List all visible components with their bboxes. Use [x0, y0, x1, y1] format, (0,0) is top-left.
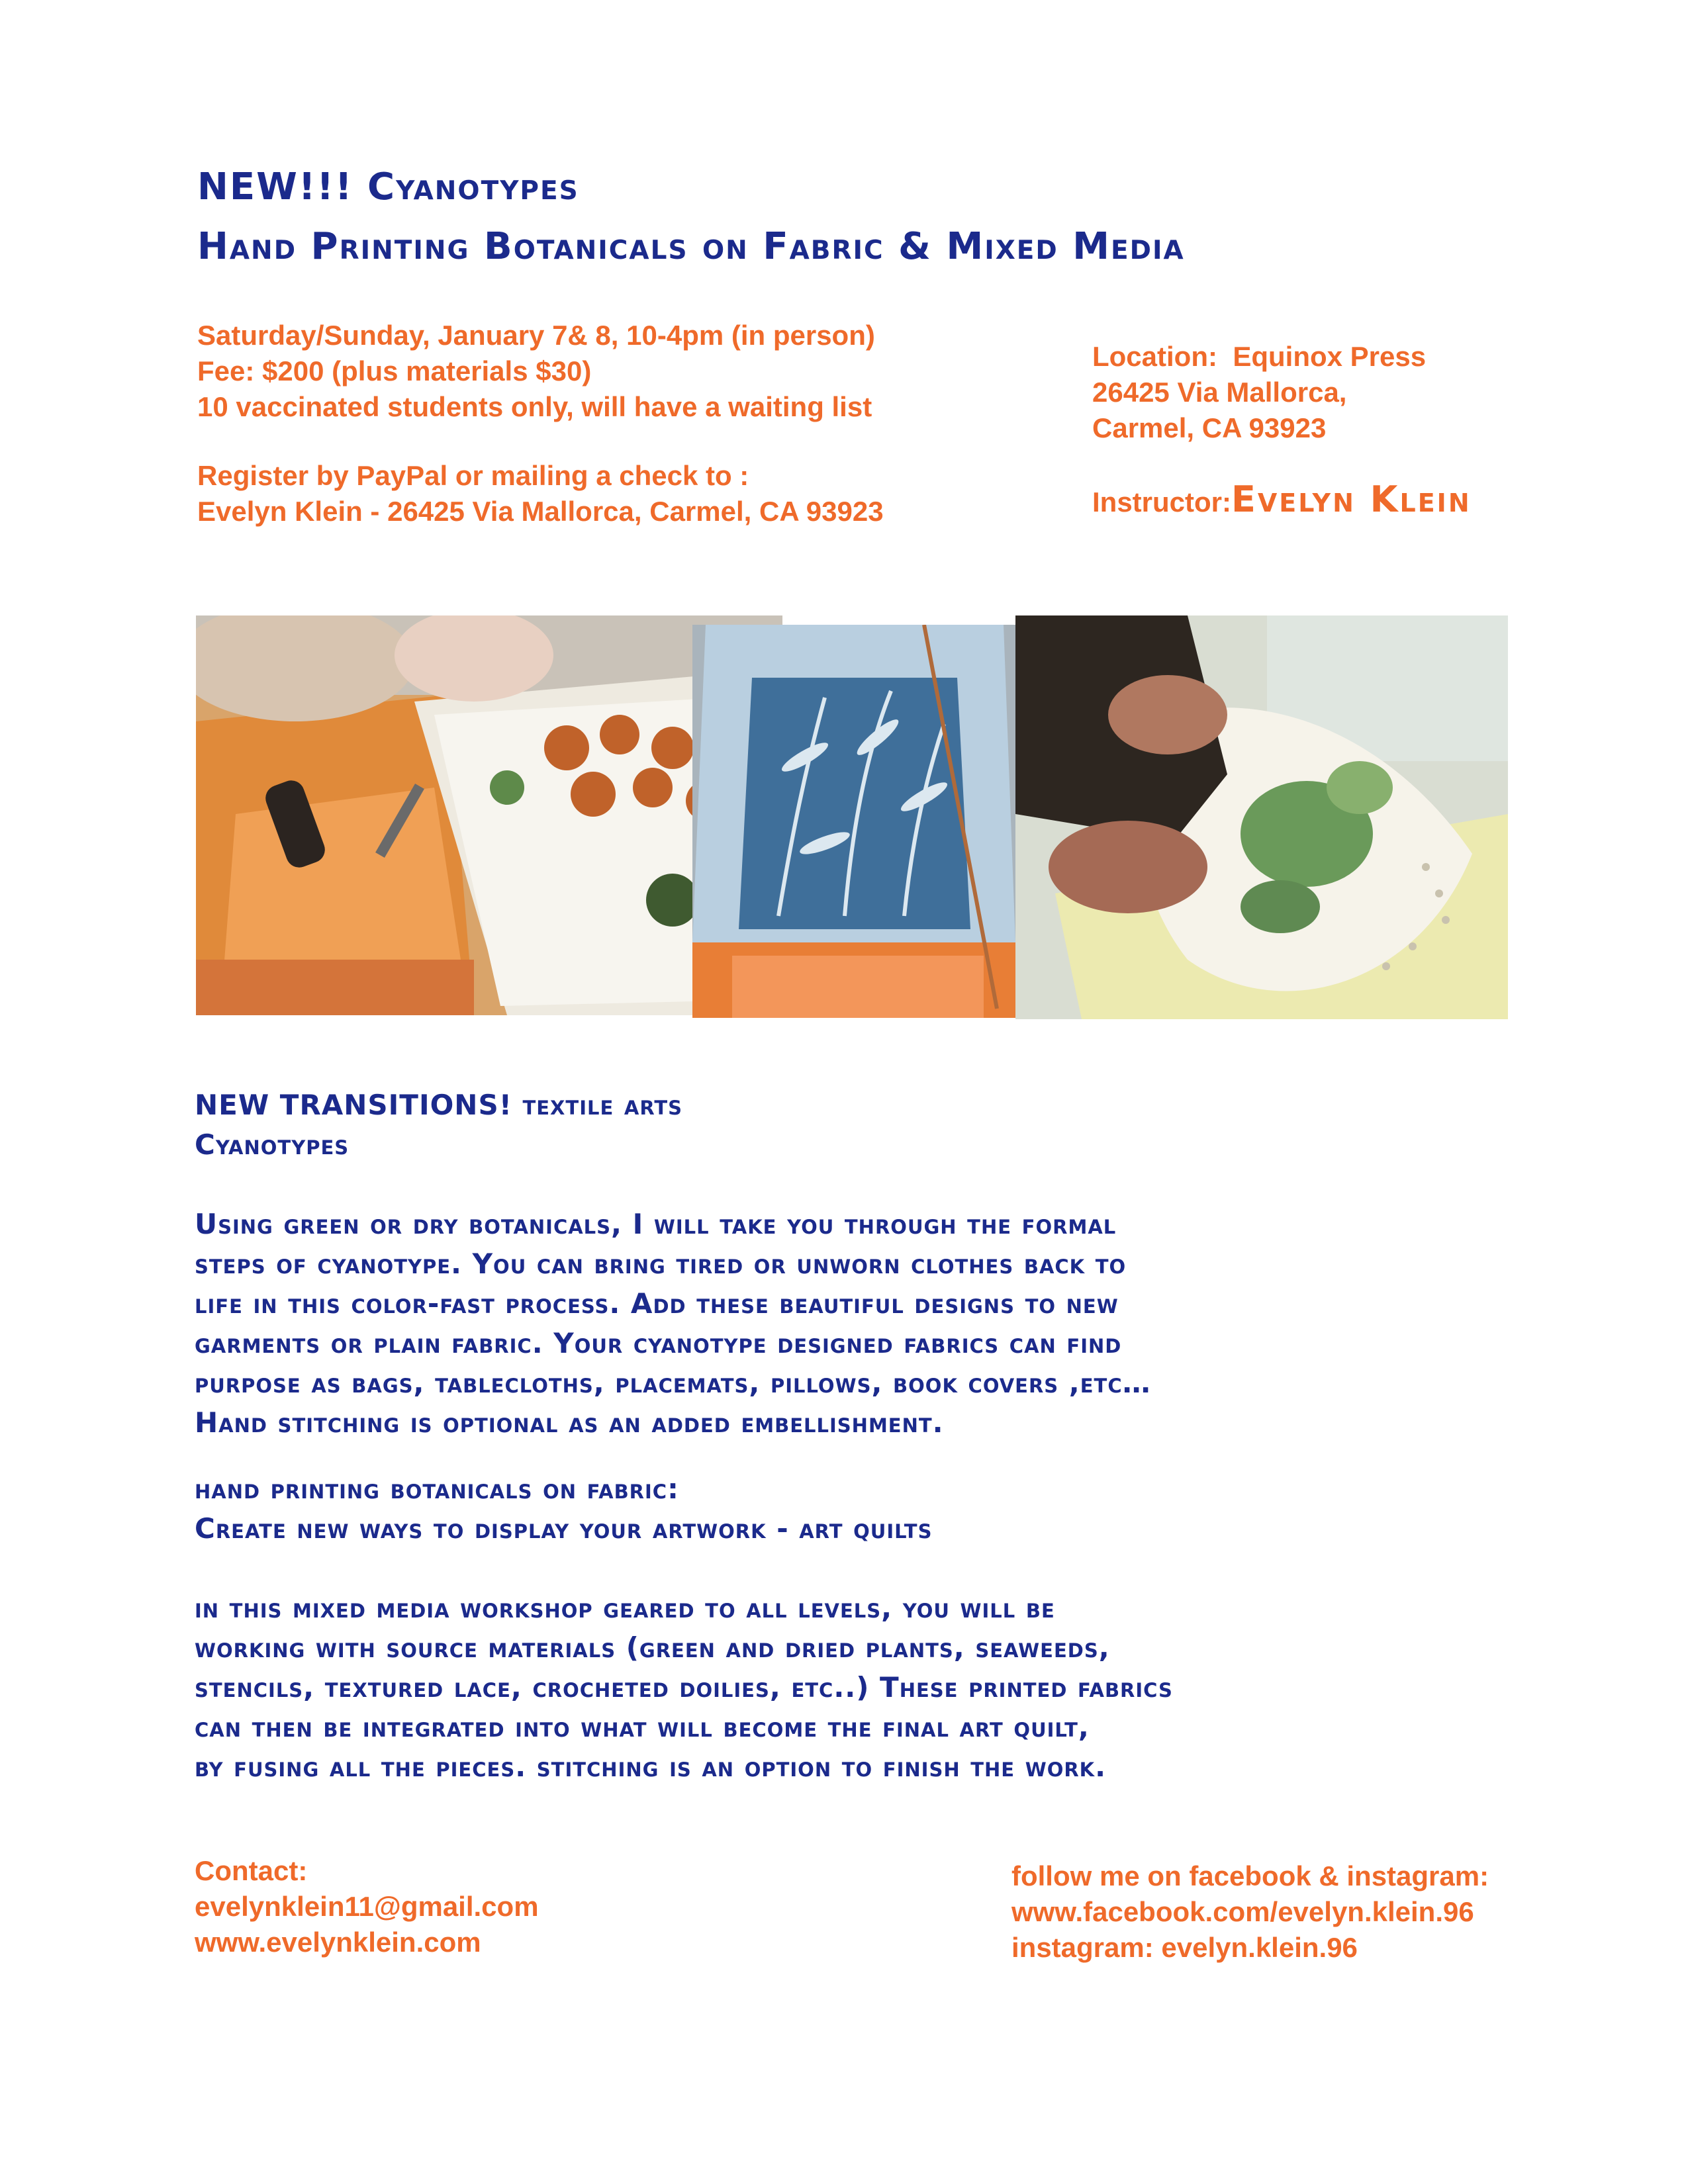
- location-street: 26425 Via Mallorca,: [1092, 377, 1347, 408]
- page-title: [197, 158, 1587, 277]
- contact-website[interactable]: www.evelynklein.com: [195, 1927, 481, 1958]
- register-instructions: Register by PayPal or mailing a check to :: [197, 460, 749, 491]
- social-label: follow me on facebook & instagram:: [1011, 1860, 1489, 1891]
- section1-line: life in this color-fast process. Add these beautiful designs to new: [195, 1287, 1119, 1320]
- section2-heading: hand printing botanicals on fabric:: [195, 1473, 679, 1505]
- title-line-1: NEW!!! Cyanotypes: [197, 165, 579, 208]
- photo-printed-doily: [1015, 615, 1508, 1019]
- section1-heading: NEW TRANSITIONS! textile arts: [195, 1089, 683, 1121]
- section1-line: Hand stitching is optional as an added embellishment.: [195, 1406, 944, 1439]
- section-hand-printing: [195, 1469, 1624, 1787]
- section1-subheading: Cyanotypes: [195, 1128, 350, 1161]
- register-address: Evelyn Klein - 26425 Via Mallorca, Carmel, CA 93923: [197, 496, 884, 527]
- workshop-fee: Fee: $200 (plus materials $30): [197, 355, 592, 387]
- section2-line: working with source materials (green and dried plants, seaweeds,: [195, 1631, 1110, 1664]
- section1-line: garments or plain fabric. Your cyanotype designed fabrics can find: [195, 1327, 1122, 1359]
- section2-line: by fusing all the pieces. stitching is an option to finish the work.: [195, 1751, 1107, 1783]
- section2-line: in this mixed media workshop geared to all levels, you will be: [195, 1592, 1055, 1624]
- facebook-link[interactable]: www.facebook.com/evelyn.klein.96: [1011, 1896, 1474, 1927]
- section1-line: Using green or dry botanicals, I will take you through the formal: [195, 1208, 1117, 1240]
- section1-line: purpose as bags, tablecloths, placemats, pillows, book covers ,etc…: [195, 1367, 1151, 1399]
- photo-printed-doily-image: [1015, 615, 1508, 1019]
- contact-block: [195, 1853, 857, 1960]
- section2-subheading: Create new ways to display your artwork - art quilts: [195, 1512, 933, 1545]
- location-line: [1092, 339, 1622, 375]
- title-line-2: Hand Printing Botanicals on Fabric & Mixed Media: [197, 225, 1185, 268]
- photo-cyanotype-jacket: [692, 625, 1015, 1018]
- location-label: Location:: [1092, 341, 1217, 372]
- location-venue: Equinox Press: [1233, 341, 1427, 372]
- section-cyanotypes: [195, 1085, 1624, 1443]
- location-block: [1092, 339, 1622, 520]
- section1-line: steps of cyanotype. You can bring tired or unworn clothes back to: [195, 1248, 1127, 1280]
- instructor-label: Instructor:: [1092, 486, 1231, 518]
- location-city: Carmel, CA 93923: [1092, 412, 1327, 443]
- workshop-capacity: 10 vaccinated students only, will have a waiting list: [197, 391, 872, 422]
- contact-email[interactable]: evelynklein11@gmail.com: [195, 1891, 539, 1922]
- instructor-line: [1092, 478, 1622, 520]
- instagram-handle[interactable]: instagram: evelyn.klein.96: [1011, 1932, 1358, 1963]
- section2-line: stencils, textured lace, crocheted doilies, etc..) These printed fabrics: [195, 1671, 1173, 1704]
- section2-line: can then be integrated into what will become the final art quilt,: [195, 1711, 1090, 1743]
- workshop-details: [197, 318, 1058, 529]
- workshop-dates: Saturday/Sunday, January 7& 8, 10-4pm (in person): [197, 320, 875, 351]
- social-block: [1011, 1858, 1607, 1966]
- contact-label: Contact:: [195, 1855, 308, 1886]
- photo-cyanotype-jacket-image: [692, 625, 1015, 1018]
- instructor-name: Evelyn Klein: [1231, 478, 1472, 520]
